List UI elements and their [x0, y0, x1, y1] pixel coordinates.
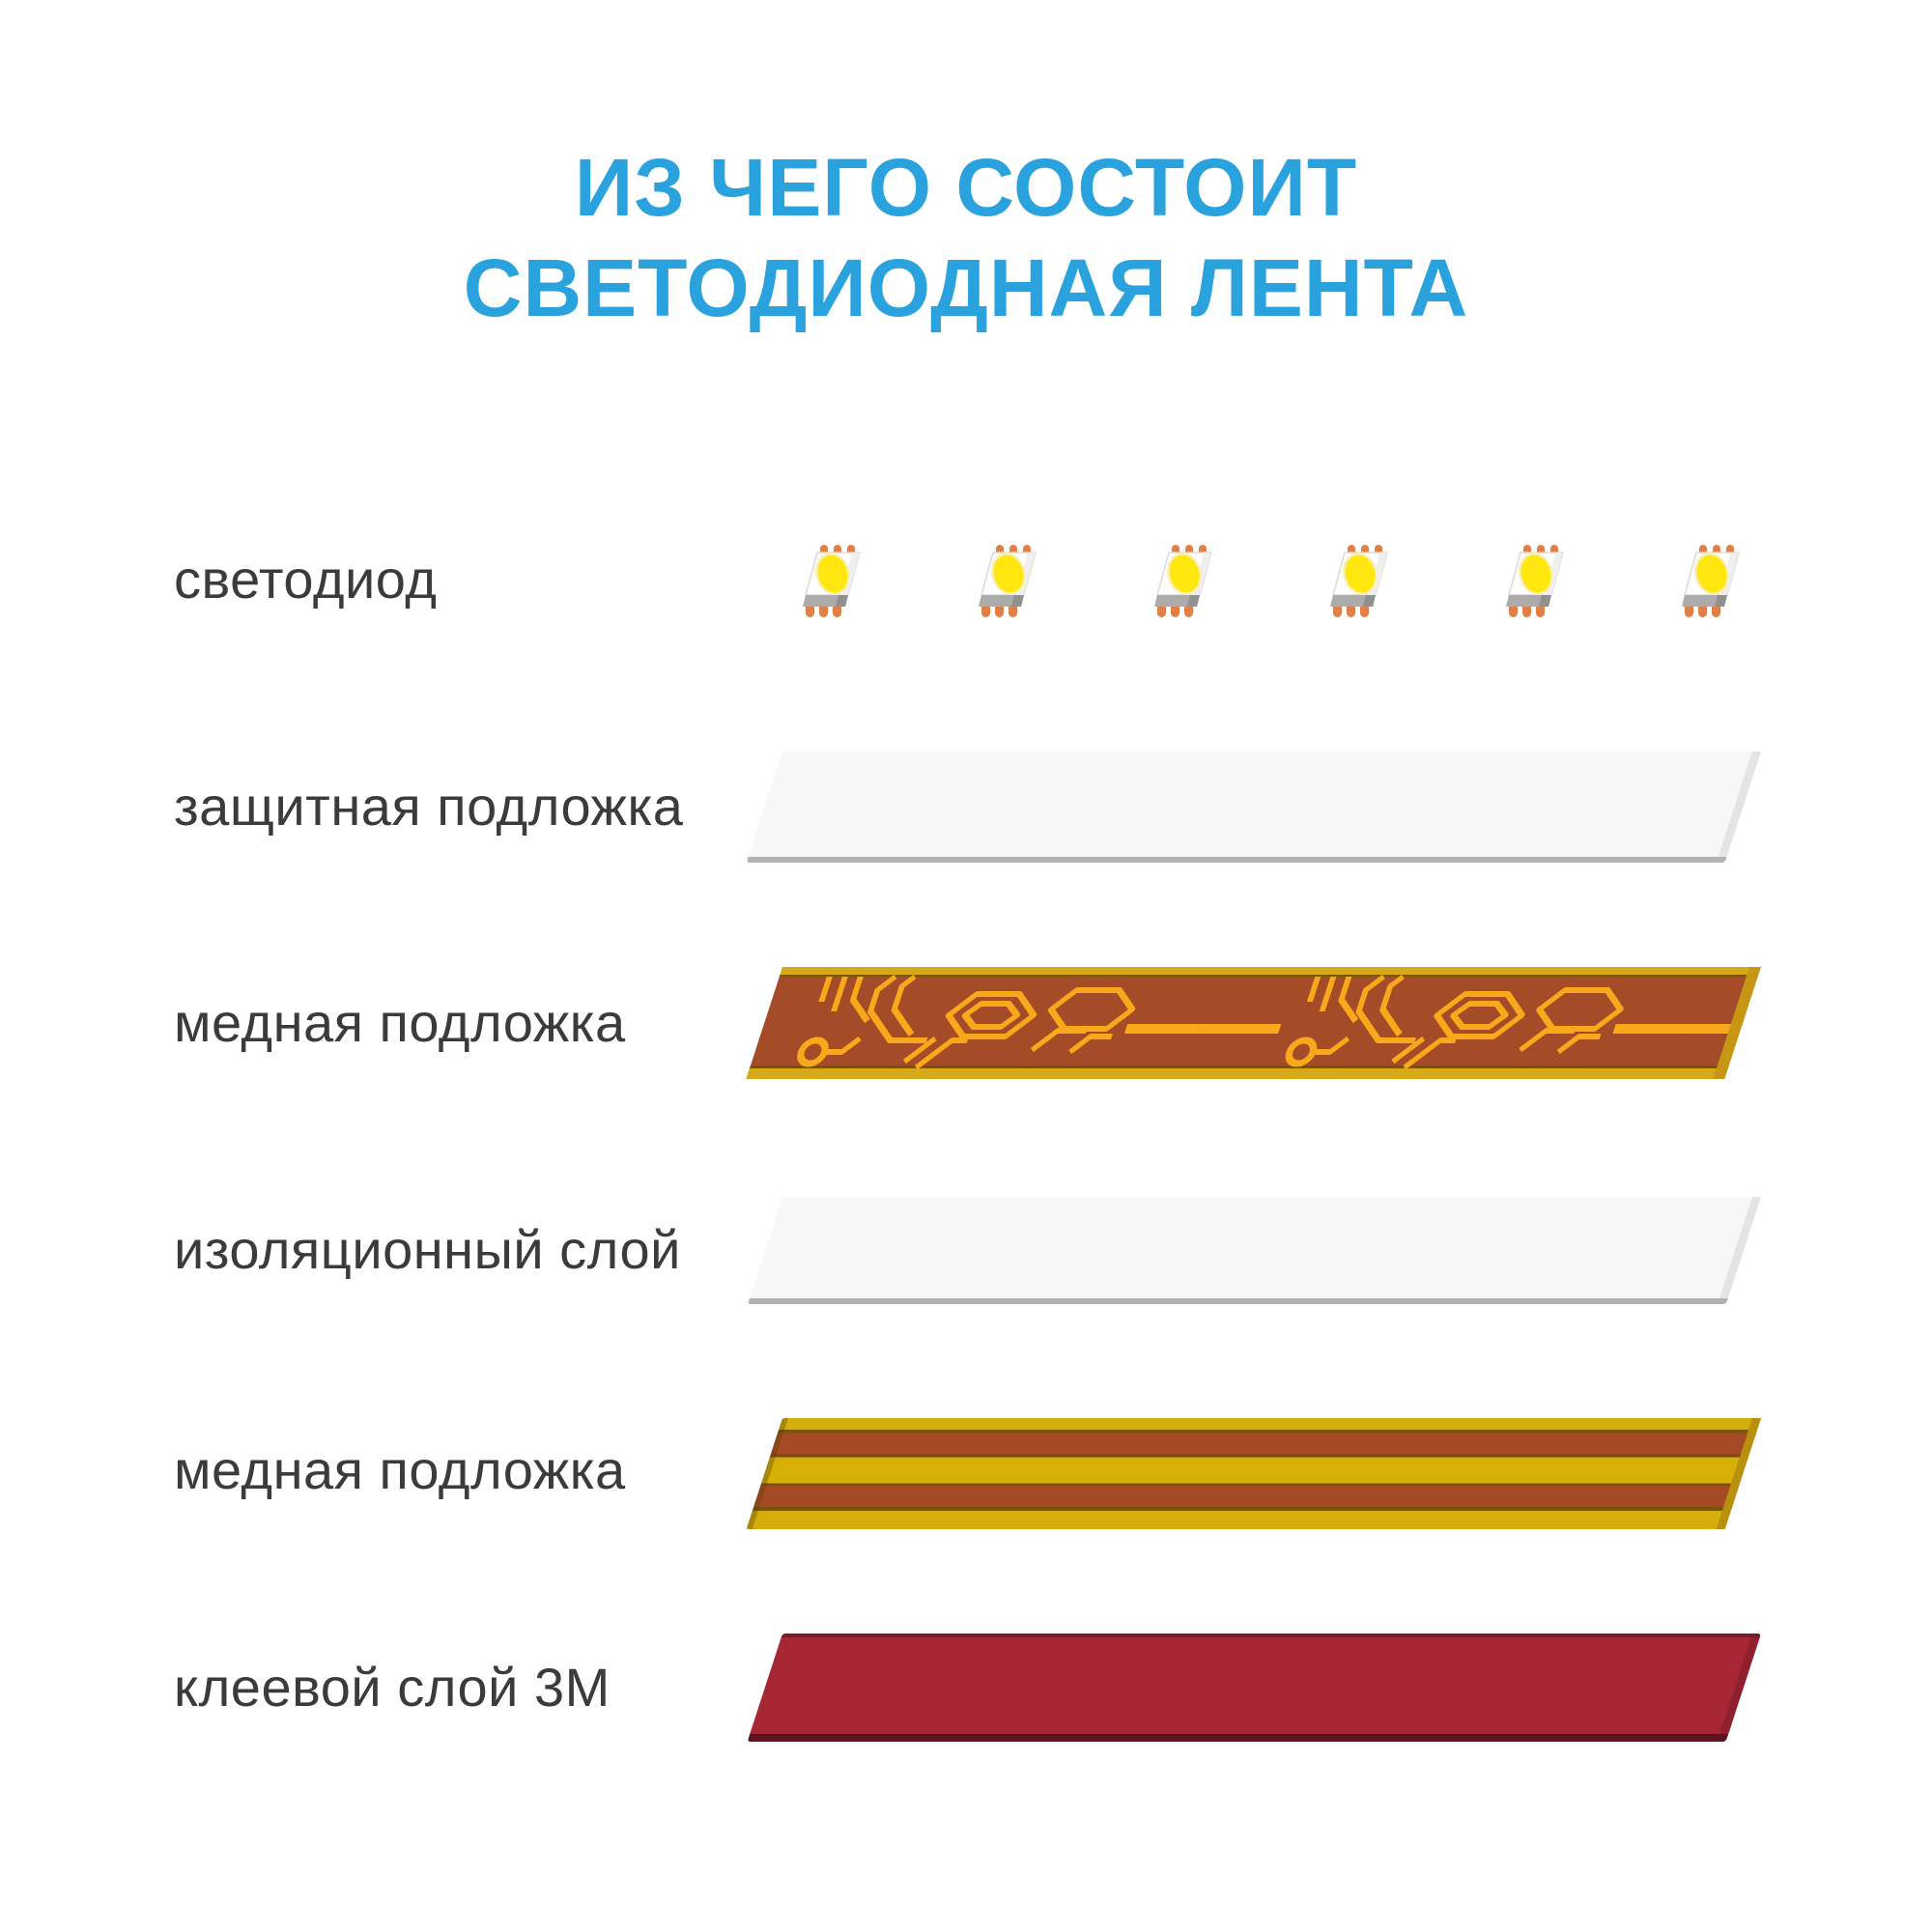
smd-led-graphic: [970, 537, 1047, 618]
led-icon: [1497, 537, 1575, 618]
label-insulation: изоляционный слой: [174, 1219, 681, 1280]
label-copper-layer: медная подложка: [174, 1439, 626, 1500]
led-icon: [1673, 537, 1750, 618]
led-icon: [794, 537, 871, 618]
smd-led-graphic: [1321, 537, 1399, 618]
page-title-line2: СВЕТОДИОДНАЯ ЛЕНТА: [463, 242, 1469, 333]
strip-edge: [1717, 1418, 1761, 1529]
page-title-line1: ИЗ ЧЕГО СОСТОИТ: [574, 142, 1358, 233]
label-protective: защитная подложка: [174, 776, 684, 837]
strip-edge: [1719, 752, 1761, 857]
strip-edge: [1719, 1197, 1761, 1298]
label-adhesive: клеевой слой 3М: [174, 1657, 611, 1718]
label-led: светодиод: [174, 549, 438, 610]
led-icon: [1321, 537, 1399, 618]
smd-led-graphic: [794, 537, 871, 618]
strip-edge: [1719, 1637, 1759, 1734]
copper-circuit-strip: [746, 967, 1761, 1079]
insulation-strip: [748, 1197, 1761, 1304]
protective-backing-strip: [747, 752, 1761, 863]
led-icon: [970, 537, 1047, 618]
label-copper-circuit: медная подложка: [174, 992, 626, 1053]
led-icon: [1146, 537, 1223, 618]
smd-led-graphic: [1673, 537, 1750, 618]
copper-layer-strip: [747, 1418, 1761, 1529]
smd-led-graphic: [1497, 537, 1575, 618]
smd-led-graphic: [1146, 537, 1223, 618]
page-title: [0, 137, 1932, 338]
pcb-traces-graphic: [746, 967, 1761, 1079]
adhesive-strip: [748, 1634, 1761, 1742]
strip-edge: [747, 1418, 788, 1529]
